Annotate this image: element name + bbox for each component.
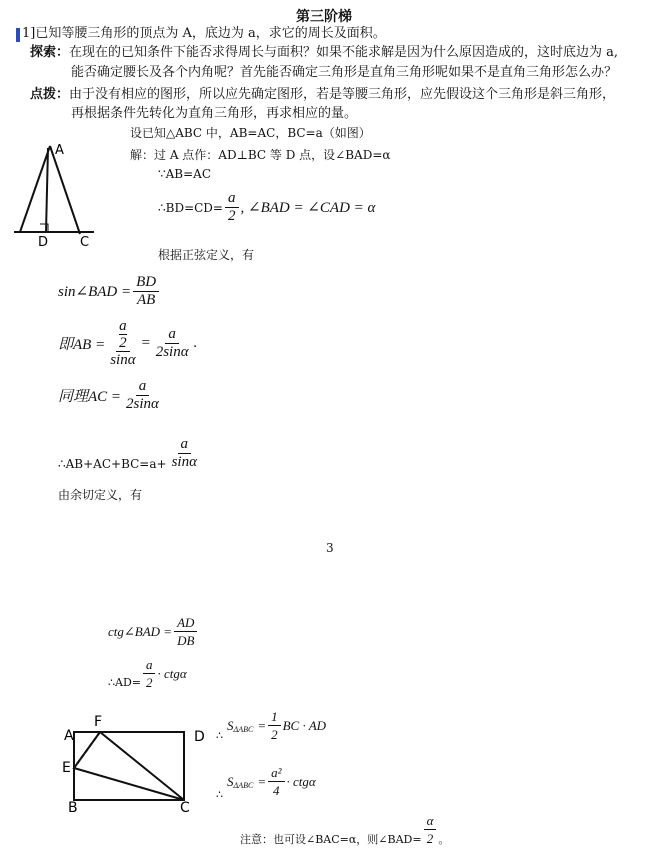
vertex-label-d2: D: [194, 729, 205, 745]
explore-line-2: 能否确定腰长及各个内角呢？首先能否确定三角形是直角三角形呢如果不是直角三角形怎么办？: [71, 65, 618, 80]
vertex-label-a: A: [55, 143, 64, 158]
rectangle-outline: [74, 732, 184, 800]
vertex-label-e: E: [62, 760, 71, 776]
equation-ad: ∴AD= $\frac{a}{2}$ · ctgα: [108, 657, 187, 690]
equation-ab: 即AB = a 2 sinα = $\frac{a}{2\sin\alpha}$ .: [58, 318, 198, 368]
page-number: 3: [326, 541, 334, 555]
cot-intro: 由余切定义，有: [58, 488, 143, 502]
equation-area-1: ∴ S ΔABC = $\frac{1}{2}$ BC · AD: [216, 709, 327, 742]
hint-line-1: 点拨：由于没有相应的图形，所以应先确定图形，若是等腰三角形，应先假设这个三角形是斜三角形，: [30, 87, 616, 102]
problem-text: 已知等腰三角形的顶点为 A，底边为 a，求它的周长及面积。: [35, 26, 386, 41]
hint-line-2: 再根据条件先转化为直角三角形，再求相应的量。: [71, 106, 358, 121]
vertex-label-b: B: [68, 800, 78, 816]
solution-step-1: 解：过 A 点作：AD⊥BC 等 D 点，设∠BAD=α: [130, 148, 391, 162]
vertex-label-d: D: [38, 235, 49, 250]
solution-setup: 设已知△ABC 中，AB=AC，BC=a（如图）: [130, 126, 371, 140]
vertex-label-a2: A: [64, 728, 74, 744]
page-title: 第三阶梯: [296, 9, 352, 25]
problem-number: 1]: [22, 26, 36, 41]
vertex-label-f: F: [94, 714, 103, 730]
equation-ctg: ctg∠BAD = $\frac{AD}{DB}$: [108, 614, 199, 649]
vertex-label-c2: C: [180, 800, 190, 816]
equation-perimeter: ∴AB+AC+BC=a+ $\frac{a}{\sin\alpha}$: [58, 436, 197, 471]
explore-line-1: 探索：在现在的已知条件下能否求得周长与面积？如果不能求解是因为什么原因造成的，这时底边为 a,: [30, 45, 619, 60]
note-line: 注意：也可设∠BAC=α，则∠BAD= $\frac{\alpha}{2}$ 。: [240, 813, 450, 846]
diagonal-lines: [74, 732, 184, 800]
explore-label: 探索：: [30, 45, 70, 60]
vertex-label-c: C: [80, 235, 90, 250]
equation-bd-cd: ∴BD=CD= $\frac{a}{2}$ , ∠BAD = ∠CAD = α: [158, 190, 376, 224]
solution-step-4: 根据正弦定义，有: [158, 248, 255, 262]
equation-ac: 同理AC = $\frac{a}{2\sin\alpha}$: [58, 378, 159, 412]
solution-step-2: ∵AB=AC: [158, 167, 212, 181]
equation-area-2: ∴ S ΔABC = $\frac{\text{a²}}{4}$ · ctgα: [216, 765, 316, 801]
equation-sin: sin∠BAD = $\frac{BD}{AB}$: [58, 274, 161, 309]
hint-label: 点拨：: [30, 87, 70, 102]
